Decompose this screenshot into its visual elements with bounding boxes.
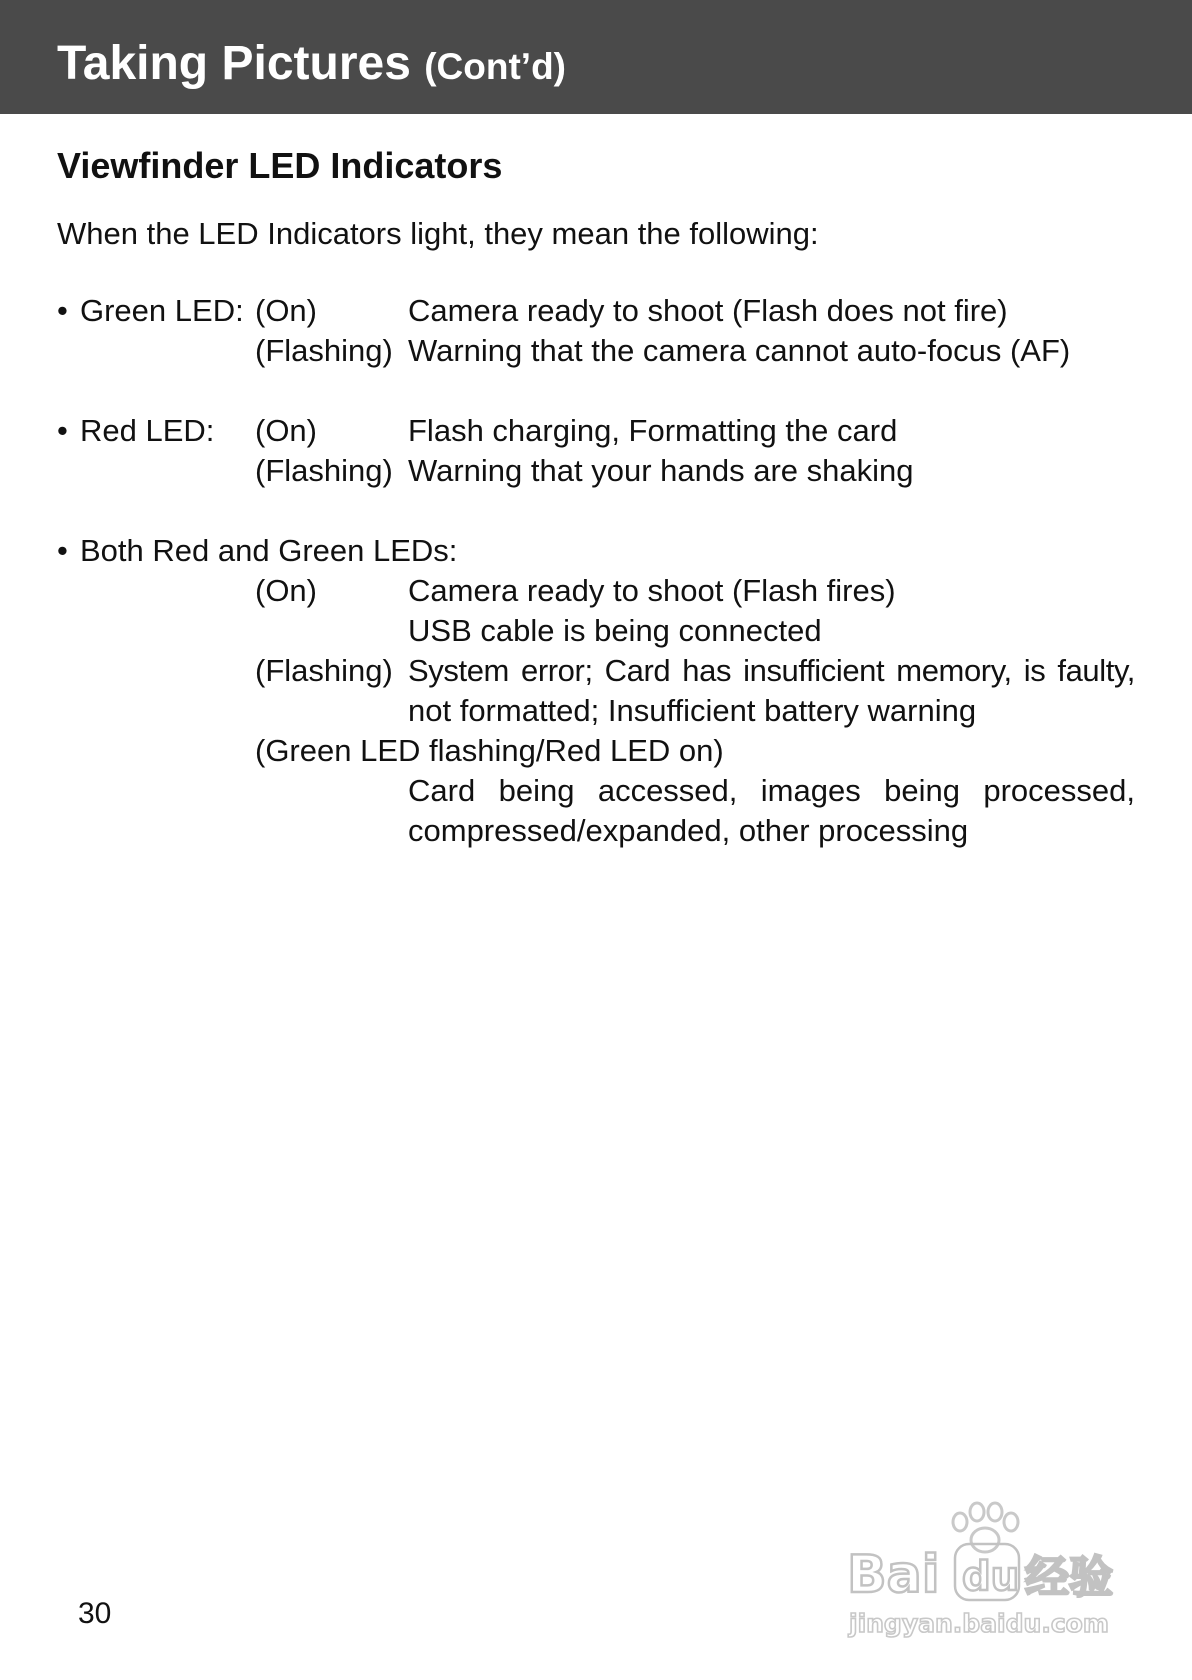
led-description: Warning that your hands are shaking: [408, 453, 914, 488]
list-item-green-led: [57, 295, 244, 326]
page-title-main: Taking Pictures: [57, 37, 411, 90]
led-state: (On): [255, 413, 317, 448]
svg-text:du: du: [962, 1554, 1020, 1600]
led-description: Camera ready to shoot (Flash fires): [408, 573, 896, 608]
page-title-suffix: (Cont’d): [424, 46, 567, 87]
bullet: •: [57, 293, 68, 328]
led-state: (Green LED flashing/Red LED on): [255, 733, 724, 768]
led-label: Green LED:: [80, 293, 244, 328]
led-description: System error; Card has insufficient memory, is faulty,: [408, 653, 1135, 688]
led-state: (On): [255, 293, 317, 328]
led-description: Camera ready to shoot (Flash does not fire): [408, 293, 1008, 328]
led-label: Both Red and Green LEDs:: [80, 533, 458, 568]
led-description: compressed/expanded, other processing: [408, 813, 969, 848]
led-state: (Flashing): [255, 453, 393, 488]
svg-text:Bai: Bai: [847, 1545, 940, 1605]
led-description: USB cable is being connected: [408, 613, 822, 648]
bullet: •: [57, 533, 68, 568]
page-header: [0, 0, 1192, 114]
led-state: (On): [255, 573, 317, 608]
section-intro: When the LED Indicators light, they mean the following:: [57, 216, 819, 251]
led-state: (Flashing): [255, 653, 393, 688]
led-label: Red LED:: [80, 413, 215, 448]
led-description: Warning that the camera cannot auto-focus (AF): [408, 333, 1071, 368]
section-heading: Viewfinder LED Indicators: [57, 145, 503, 186]
led-description: not formatted; Insufficient battery warning: [408, 693, 977, 728]
baidu-watermark: [845, 1500, 1125, 1645]
page-title: [57, 37, 567, 90]
bullet: •: [57, 413, 68, 448]
svg-text:经验: 经验: [1025, 1552, 1113, 1603]
led-state: (Flashing): [255, 333, 393, 368]
led-description: Flash charging, Formatting the card: [408, 413, 898, 448]
led-description: Card being accessed, images being processed,: [408, 773, 1135, 808]
list-item-red-led: [57, 415, 214, 446]
page-number: 30: [78, 1597, 112, 1630]
svg-text:jingyan.baidu.com: jingyan.baidu.com: [849, 1609, 1109, 1638]
list-item-both-leds: [57, 535, 457, 566]
